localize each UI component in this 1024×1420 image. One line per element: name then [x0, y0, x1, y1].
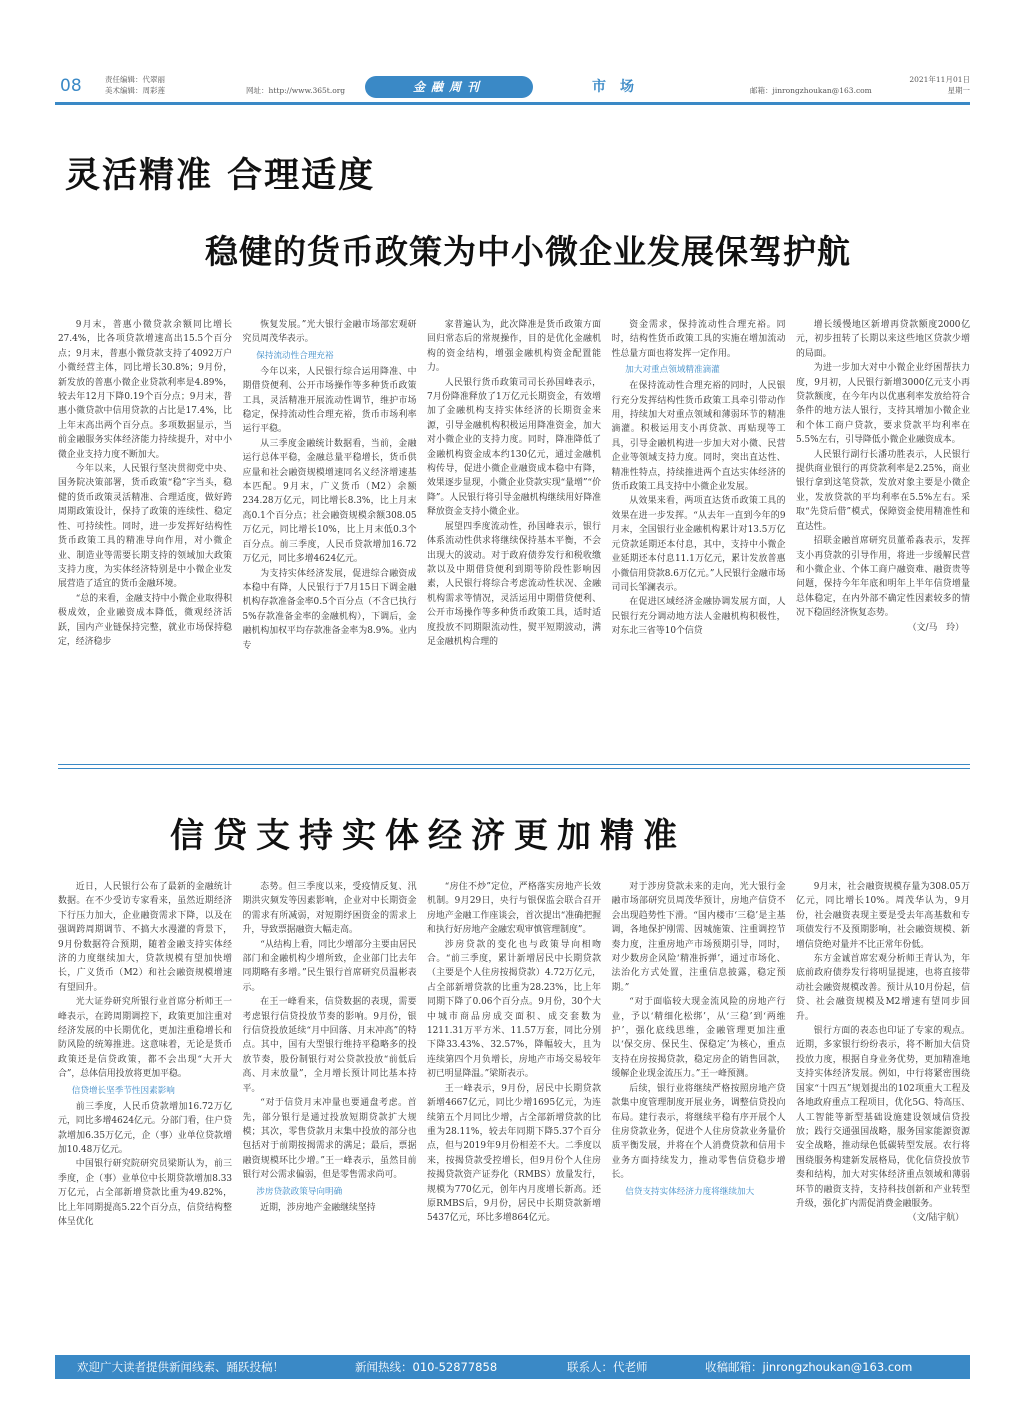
article2-column-3	[427, 880, 601, 1342]
editor-credits	[105, 74, 165, 96]
subheading: 保持流动性合理充裕	[256, 350, 334, 361]
article2-column-1	[58, 880, 232, 1342]
article1-column-5	[796, 318, 970, 738]
paragraph: 近期，涉房地产金融继续坚持	[260, 1202, 376, 1213]
article2-column-2	[243, 880, 417, 1342]
editor-line: 责任编辑：代翠丽	[105, 75, 165, 84]
paragraph: 招联金融首席研究员董希淼表示，发挥支小再贷款的引导作用，将进一步缓解民营和小微企业、个体工商户融资难、融资贵等问题，保持今年年底和明年上半年信贷增量总体稳定，在内外部不确定性因素较多的情况下稳固经济恢复态势。	[796, 536, 970, 619]
article2-column-5	[796, 880, 970, 1342]
paragraph: 王一峰表示，9月份，居民中长期贷款新增4667亿元，同比少增1695亿元，为连续第五个月同比少增，占全部新增贷款的比重为28.11%，较去年同期下降5.37个百分点，但与2019年9月份相差不大。二季度以来，按揭贷款受控增长，但9月份个人住房按揭贷款资产证券化（RMBS）放量发行，规模为770亿元，创年内月度增长新高。还原RMBS后，9月份，居民中长期贷款新增5437亿元，环比多增864亿元。	[427, 1083, 601, 1224]
section-name: 市场	[592, 79, 648, 95]
paragraph: 资金需求，保持流动性合理充裕。同时，结构性货币政策工具的实施在增加流动性总量方面也将发挥一定作用。	[611, 320, 786, 359]
article1-column-4	[612, 318, 786, 738]
weekday-text: 星期一	[947, 86, 970, 95]
page-header	[60, 74, 970, 104]
paragraph: 在保持流动性合理充裕的同时，人民银行充分发挥结构性货币政策工具牵引带动作用，持续加大对重点领域和薄弱环节的精准滴灌。积极运用支小再贷款、再贴现等工具，引导金融机构进一步加大对小微、民营企业等领域支持力度。同时，突出直达性、精准性特点，持续推进两个直达实体经济的货币政策工具支持中小微企业发展。	[611, 381, 786, 493]
page-number: 08	[60, 76, 82, 96]
paragraph: 涉房贷款的变化也与政策导向相吻合。“前三季度，累计新增居民中长期贷款（主要是个人住房按揭贷款）4.72万亿元，占全部新增贷款的比重为28.23%，比上年同期下降了0.06个百分点。9月份，30个大中城市商品房成交面积、成交套数为1211.31万平方米、11.57万套，同比分别下降33.43%、32.57%，降幅较大，且为连续第四个月负增长，房地产市场交易较年初已明显降温。”梁斯表示。	[427, 939, 601, 1080]
paragraph: 今年以来，人民银行坚决贯彻党中央、国务院决策部署，货币政策“稳”字当头，稳健的货币政策灵活精准、合理适度，做好跨周期政策设计，保持了政策的连续性、稳定性、可持续性。同时，进一步发挥好结构性货币政策工具的精准导向作用，对小微企业、制造业等需要长期支持的领域加大政策支持力度，为实体经济特别是中小微企业发展营造了适宜的货币金融环境。	[58, 464, 232, 590]
subheading: 加大对重点领域精准滴灌	[625, 365, 720, 376]
paragraph: 光大证券研究所银行业首席分析师王一峰表示，在跨周期调控下，政策更加注重对经济发展的中长期优化，更加注重稳增长和防风险的统筹推进。这意味着，无论是货币政策还是信贷政策，都不会出现“大开大合”，总体信用投放将更加平稳。	[58, 997, 232, 1080]
article2-column-4	[612, 880, 786, 1342]
paragraph: 中国银行研究院研究员梁斯认为，前三季度，企（事）业单位中长期贷款增加8.33万亿元，占全部新增贷款比重为49.82%，比上年同期提高5.22个百分点，信贷结构整体呈优化	[58, 1159, 232, 1227]
paragraph: 人民银行货币政策司司长孙国峰表示，7月份降准释放了1万亿元长期资金，有效增加了金融机构支持实体经济的长期资金来源，引导金融机构积极运用降准资金，加大对小微企业的支持力度。同时，降准降低了金融机构资金成本约130亿元，通过金融机构传导，促进小微企业融资成本稳中有降，效果逐步显现，小微企业贷款实现“量增”“价降”。人民银行将引导金融机构继续用好降准释放资金支持小微企业。	[427, 377, 601, 518]
paragraph: “对于面临较大现金流风险的房地产行业，予以‘精细化松绑’，从‘三稳’到‘两维护’，强化底线思维，金融管理更加注重以‘保交房、保民生、保稳定’为核心，重点支持在房按揭贷款，稳定房企的销售回款，缓解企业现金流压力。”王一峰预测。	[611, 997, 786, 1080]
article1-column-3	[427, 318, 601, 738]
website-url[interactable]: 网址：http://www.365t.org	[246, 86, 346, 95]
footer-email[interactable]: 收稿邮箱：jinrongzhoukan@163.com	[705, 1360, 913, 1374]
paragraph: 从效果来看，两项直达货币政策工具的效果在进一步发挥。“从去年一直到今年的9月末，全国银行业金融机构累计对13.5万亿元贷款延期还本付息，其中，支持中小微企业延期还本付息11.1万亿元，累计发放普惠小微信用贷款8.6万亿元。”人民银行金融市场司司长邹澜表示。	[611, 496, 786, 593]
paragraph: 在促进区域经济金融协调发展方面，人民银行充分调动地方法人金融机构积极性，对东北三省等10个信贷	[611, 597, 786, 637]
paragraph: “总的来看，金融支持中小微企业取得积极成效，企业融资成本降低，微观经济活跃，国内产业链保持完整，就业市场保持稳定，经济稳步	[58, 593, 232, 647]
paragraph: 东方金诚首席宏观分析师王青认为，年底前政府债券发行将明显提速，也将直接带动社会融资规模改善。预计从10月份起，信贷、社会融资规模及M2增速有望同步回升。	[796, 954, 970, 1022]
paragraph: “从结构上看，同比少增部分主要由居民部门和金融机构少增所致，企业部门比去年同期略有多增。”民生银行首席研究员温彬表示。	[242, 939, 417, 993]
paragraph: 对于涉房贷款未来的走向，光大银行金融市场部研究员周茂华预计，房地产信贷不会出现趋势性下滑。“国内楼市‘三稳’是主基调，各地保护刚需、因城施策、注重调控节奏力度，注重房地产市场预期引导，同时，对少数房企风险‘精准拆弹’，通过市场化、法治化方式处置，注重信息披露，稳定预期。”	[611, 882, 786, 993]
article1-body	[58, 318, 970, 738]
byline: （文/马 玲）	[907, 622, 964, 633]
paragraph: 今年以来，人民银行综合运用降准、中期借贷便利、公开市场操作等多种货币政策工具，灵活精准开展流动性调节，维护市场稳定，保持流动性合理充裕，货币市场利率运行平稳。	[242, 366, 417, 435]
issue-date	[909, 74, 970, 96]
paragraph: 增长缓慢地区新增再贷款额度2000亿元，初步扭转了长期以来这些地区贷款少增的局面。	[796, 320, 970, 359]
paragraph: 为进一步加大对中小微企业纾困帮扶力度，9月初，人民银行新增3000亿元支小再贷款额度，在今年内以优惠利率发放给符合条件的地方法人银行，支持其增加小微企业和个体工商户贷款，要求贷款平均利率在5.5%左右，引导降低小微企业融资成本。	[796, 363, 970, 446]
paragraph: 为支持实体经济发展，促进综合融资成本稳中有降，人民银行于7月15日下调金融机构存款准备金率0.5个百分点（不含已执行5%存款准备金率的金融机构），下调后，金融机构加权平均存款准备金率为8.9%。业内专	[242, 568, 417, 651]
subheading: 涉房贷款政策导向明确	[256, 1186, 343, 1197]
article1-column-1	[58, 318, 232, 738]
article1-kicker: 灵活精准 合理适度	[65, 155, 376, 196]
article1-title: 稳健的货币政策为中小微企业发展保驾护航	[205, 232, 851, 271]
subheading: 信贷增长坚季节性因素影响	[71, 1085, 175, 1096]
paragraph: 态势。但三季度以来，受疫情反复、汛期洪灾频发等因素影响，企业对中长期资金的需求有所减弱，对短期纾困资金的需求上升，导致票据融资大幅走高。	[242, 882, 417, 936]
footer-bar	[55, 1355, 970, 1379]
section-divider	[58, 764, 970, 769]
paragraph: 人民银行副行长潘功胜表示，人民银行提供商业银行的再贷款利率是2.25%，商业银行拿到这笔贷款，发放对象主要是小微企业，发放贷款的平均利率在5.5%左右。采取“先贷后借”模式，保障资金使用精准性和直达性。	[796, 449, 970, 532]
paragraph: 恢复发展。”光大银行金融市场部宏观研究员周茂华表示。	[242, 320, 417, 345]
header-rule	[55, 102, 970, 105]
paragraph: “房住不炒”定位，严格落实房地产长效机制。9月29日，央行与银保监会联合召开房地产金融工作座谈会，首次提出“准确把握和执行好房地产金融宏观审慎管理制度”。	[427, 882, 601, 936]
subheading: 信贷支持实体经济力度将继续加大	[625, 1186, 755, 1197]
paragraph: 家普遍认为，此次降准是货币政策方面回归常态后的常规操作，目的是优化金融机构的资金结构，增强金融机构资金配置能力。	[427, 320, 601, 374]
art-editor-line: 美术编辑：周彩莲	[105, 86, 165, 95]
footer-contact: 联系人：代老师	[567, 1360, 648, 1374]
paragraph: 9月末，社会融资规模存量为308.05万亿元，同比增长10%。周茂华认为，9月份，社会融资表现主要是受去年高基数和专项债发行不及预期影响，社会融资规模、新增信贷绝对量并不比正常年份低。	[796, 882, 970, 950]
paragraph: 在王一峰看来，信贷数据的表现，需要考虑银行信贷投放节奏的影响。9月份，银行信贷投放延续“月中回落、月末冲高”的特点。其中，国有大型银行维持平稳略多的投放节奏，股份制银行对公贷款投放“前低后高、月末放量”，全月增长预计同比基本持平。	[242, 997, 417, 1094]
article1-column-2	[243, 318, 417, 738]
footer-hotline: 新闻热线：010-52877858	[355, 1360, 498, 1374]
paper-name-banner: 金融周刊	[365, 76, 533, 98]
paragraph: 从三季度金融统计数据看，当前，金融运行总体平稳，金融总量平稳增长，货币供应量和社会融资规模增速同名义经济增速基本匹配。9月末，广义货币（M2）余额234.28万亿元，同比增长8.3%，比上月末高0.1个百分点；社会融资规模余额308.05万亿元，同比增长10%，比上月末低0.3个百分点。前三季度，人民币贷款增加16.72万亿元，同比多增4624亿元。	[242, 438, 417, 565]
paragraph: 近日，人民银行公布了最新的金融统计数据。在不少受访专家看来，虽然近期经济下行压力加大，企业融资需求下降，以及在强调跨周期调节、不搞大水漫灌的背景下，9月份数据符合预期，随着金融支持实体经济的力度继续加大，贷款规模有望加快增长，广义货币（M2）和社会融资规模增速有望回升。	[58, 882, 232, 993]
paragraph: “对于信贷月末冲量也要通盘考虑。首先，部分银行是通过投放短期贷款扩大规模；其次，零售贷款月末集中投放的部分也包括对于前期按揭需求的满足；最后，票据融资规模环比少增。”王一峰表示，虽然目前银行对公需求偏弱，但是零售需求尚可。	[242, 1098, 417, 1181]
article2-body	[58, 880, 970, 1342]
paragraph: 前三季度，人民币贷款增加16.72万亿元，同比多增4624亿元。分部门看，住户贷款增加6.35万亿元，企（事）业单位贷款增加10.48万亿元。	[58, 1101, 232, 1155]
date-text: 2021年11月01日	[909, 75, 970, 84]
footer-slogan: 欢迎广大读者提供新闻线索、踊跃投稿！	[77, 1360, 284, 1374]
paragraph: 展望四季度流动性，孙国峰表示，银行体系流动性供求将继续保持基本平衡，不会出现大的波动。对于政府债券发行和税收缴款以及中期借贷便利到期等阶段性影响因素，人民银行将综合考虑流动性状况、金融机构需求等情况，灵活运用中期借贷便利、公开市场操作等多种货币政策工具，适时适度投放不同期限流动性，熨平短期波动，满足金融机构合理的	[427, 521, 601, 647]
paragraph: 后续，银行业将继续严格按照房地产贷款集中度管理制度开展业务，调整信贷投向布局。建行表示，将继续平稳有序开展个人住房贷款业务，促进个人住房贷款业务量价质平衡发展，并将在个人消费贷款和信用卡业务方面持续发力，推动零售信贷稳步增长。	[611, 1083, 786, 1181]
byline: （文/陆宇航）	[907, 1213, 964, 1224]
header-email[interactable]: 邮箱：jinrongzhoukan@163.com	[750, 86, 872, 95]
paragraph: 银行方面的表态也印证了专家的观点。近期，多家银行纷纷表示，将不断加大信贷投放力度，根据自身业务优势，更加精准地支持实体经济发展。例如，中行将紧密围绕国家“十四五”规划提出的102项重大工程及各地政府重点工程项目，优化5G、特高压、人工智能等新型基础设施建设领域信贷投放；践行交通强国战略，服务国家能源资源安全战略，推动绿色低碳转型发展。农行将围绕服务构建新发展格局，优化信贷投放节奏和结构，加大对实体经济重点领域和薄弱环节的融资支持，支持科技创新和产业转型升级，强化扩内需促消费金融服务。	[796, 1026, 970, 1209]
article2-title: 信贷支持实体经济更加精准	[170, 816, 686, 856]
paragraph: 9月末，普惠小微贷款余额同比增长27.4%，比各项贷款增速高出15.5个百分点；9月末，普惠小微贷款支持了4092万户小微经营主体，同比增长30.8%；9月份，新发放的普惠小微企业贷款利率是4.89%，较去年12月下降0.19个百分点；9月末，普惠小微贷款中信用贷款的占比是17.4%，比上年末高出两个百分点。多项数据显示，当前金融服务实体经济能力持续提升，对中小微企业支持力度不断加大。	[58, 320, 232, 460]
